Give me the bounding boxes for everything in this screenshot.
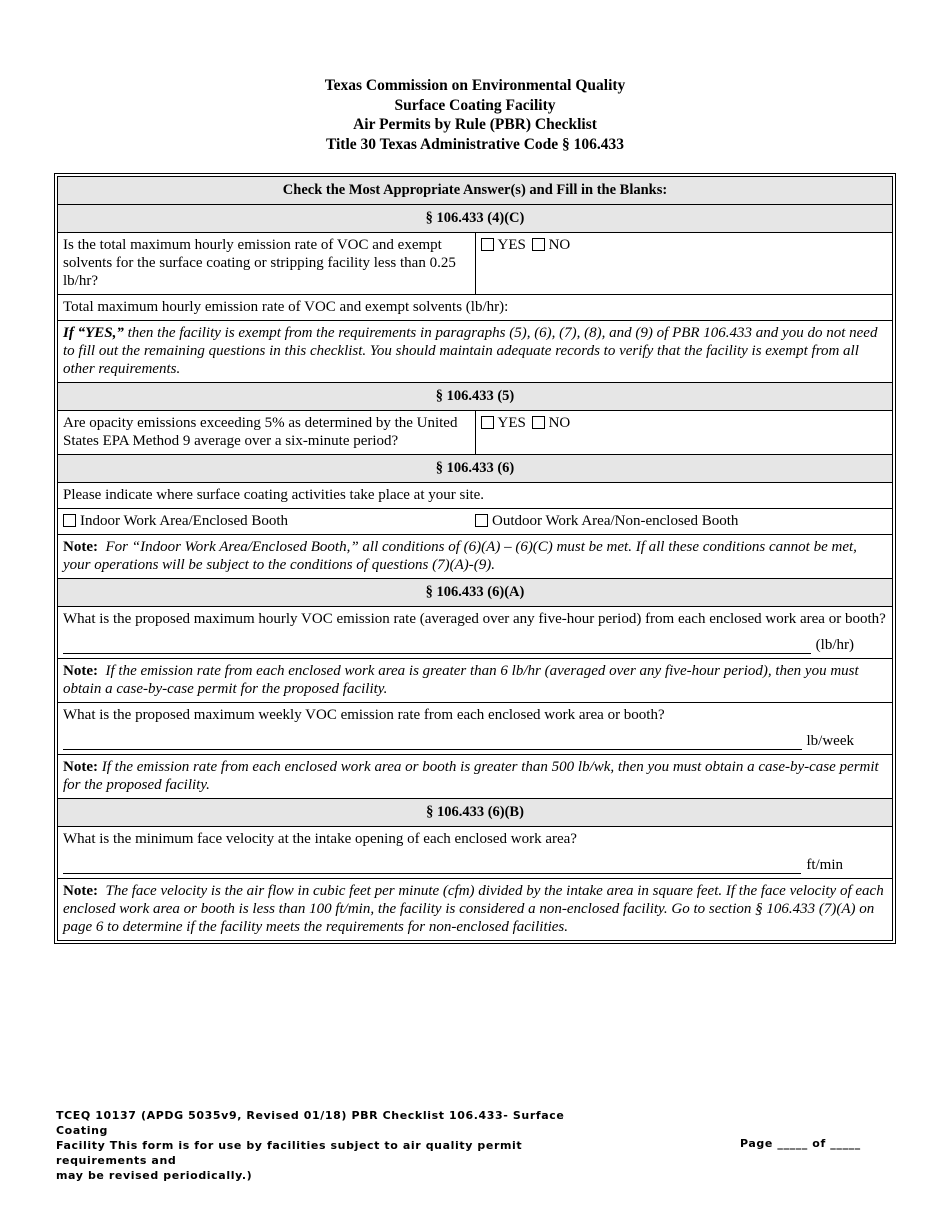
- question-5-opacity: Are opacity emissions exceeding 5% as determined by the United States EPA Method 9 average over a six-minute period?: [58, 411, 476, 455]
- header-checklist-title: Air Permits by Rule (PBR) Checklist: [353, 116, 597, 133]
- section-4c-heading: § 106.433 (4)(C): [58, 205, 893, 233]
- section-5-heading: § 106.433 (5): [58, 383, 893, 411]
- question-6a-hourly-text: What is the proposed maximum hourly VOC emission rate (averaged over any five-hour period) from each enclosed work area or booth?: [63, 611, 886, 627]
- yes-checkbox[interactable]: [481, 238, 494, 251]
- note-text: then the facility is exempt from the requirements in paragraphs (5), (6), (7), (8), and (9) of PBR 106.433 and you do not need to fill out the remaining questions in this checklist. You should maintain adequate records to verify that the facility is exempt from all other requirements.: [63, 325, 878, 377]
- face-velocity-input[interactable]: [63, 859, 801, 874]
- yes-no-group: [475, 233, 893, 295]
- note-lead: If “YES,”: [63, 325, 124, 341]
- question-6b-face-velocity: [58, 827, 893, 879]
- footer-revision-note: may be revised periodically.): [56, 1169, 253, 1182]
- section-6-heading: § 106.433 (6): [58, 455, 893, 483]
- indoor-label: Indoor Work Area/Enclosed Booth: [80, 513, 289, 529]
- section-6a-note-1: [58, 659, 893, 703]
- indoor-checkbox[interactable]: [63, 514, 76, 527]
- note-label: Note:: [63, 883, 98, 899]
- footer-form-id: TCEQ 10137 (APDG 5035v9, Revised 01/18) PBR Checklist 106.433- Surface Coating: [56, 1109, 565, 1137]
- question-row: [58, 233, 893, 295]
- section-4c-note: [58, 321, 893, 383]
- question-row: [58, 411, 893, 455]
- no-checkbox[interactable]: [532, 238, 545, 251]
- no-label: NO: [548, 237, 571, 253]
- question-6a-hourly: [58, 607, 893, 659]
- weekly-rate-input[interactable]: [63, 735, 802, 750]
- question-6a-weekly: [58, 703, 893, 755]
- hourly-rate-input[interactable]: [63, 639, 811, 654]
- no-label: NO: [548, 415, 571, 431]
- location-options: [58, 509, 893, 535]
- section-6a-heading: § 106.433 (6)(A): [58, 579, 893, 607]
- checklist-table: [57, 176, 893, 941]
- outdoor-label: Outdoor Work Area/Non-enclosed Booth: [492, 513, 739, 529]
- section-6b-heading: § 106.433 (6)(B): [58, 799, 893, 827]
- note-label: Note:: [63, 539, 98, 555]
- section-6-note: [58, 535, 893, 579]
- header-agency: Texas Commission on Environmental Quality: [324, 77, 626, 94]
- header-facility-type: Surface Coating Facility: [394, 96, 556, 114]
- question-6-location: Please indicate where surface coating activities take place at your site.: [58, 483, 893, 509]
- document-header: [0, 76, 950, 154]
- section-6b-note: [58, 879, 893, 941]
- yes-no-group: [475, 411, 893, 455]
- page-number: Page _____ of _____: [740, 1137, 861, 1150]
- yes-label: YES: [497, 415, 526, 431]
- instructions-heading: Check the Most Appropriate Answer(s) and Fill in the Blanks:: [58, 177, 893, 205]
- note-text: The face velocity is the air flow in cubic feet per minute (cfm) divided by the intake area in square feet. If the face velocity of each enclosed work area or booth is less than 100 ft/min, the facility is considered a non-enclosed facility. Go to section § 106.433 (7)(A) on page 6 to determine if the facility meets the requirements for non-enclosed facilities.: [63, 883, 884, 935]
- note-text: If the emission rate from each enclosed work area or booth is greater than 500 lb/wk, then you must obtain a case-by-case permit for the proposed facility.: [63, 759, 879, 793]
- note-label: Note:: [63, 663, 98, 679]
- hourly-rate-unit: (lb/hr): [815, 637, 854, 653]
- weekly-rate-unit: lb/week: [806, 733, 854, 749]
- yes-checkbox[interactable]: [481, 416, 494, 429]
- yes-label: YES: [497, 237, 526, 253]
- total-emission-rate-field[interactable]: [58, 295, 893, 321]
- outdoor-checkbox[interactable]: [475, 514, 488, 527]
- header-code-reference: Title 30 Texas Administrative Code § 106.433: [325, 135, 625, 153]
- form-footer: [56, 1108, 616, 1183]
- footer-usage-note: Facility This form is for use by facilities subject to air quality permit requirements and: [56, 1139, 523, 1167]
- face-velocity-unit: ft/min: [806, 857, 843, 873]
- note-text: If the emission rate from each enclosed work area is greater than 6 lb/hr (averaged over any five-hour period), then you must obtain a case-by-case permit for the proposed facility.: [63, 663, 859, 697]
- section-6a-note-2: [58, 755, 893, 799]
- question-6a-weekly-text: What is the proposed maximum weekly VOC emission rate from each enclosed work area or booth?: [63, 707, 665, 723]
- no-checkbox[interactable]: [532, 416, 545, 429]
- note-label: Note:: [63, 759, 98, 775]
- question-4c-emission-rate: Is the total maximum hourly emission rate of VOC and exempt solvents for the surface coating or stripping facility less than 0.25 lb/hr?: [58, 233, 476, 295]
- total-emission-rate-label: Total maximum hourly emission rate of VOC and exempt solvents (lb/hr):: [63, 299, 509, 315]
- question-6b-text: What is the minimum face velocity at the intake opening of each enclosed work area?: [63, 831, 577, 847]
- note-text: For “Indoor Work Area/Enclosed Booth,” all conditions of (6)(A) – (6)(C) must be met. If all these conditions cannot be met, your operations will be subject to the conditions of questions (7)(A)-(9).: [63, 539, 857, 573]
- checklist-form: [54, 173, 896, 944]
